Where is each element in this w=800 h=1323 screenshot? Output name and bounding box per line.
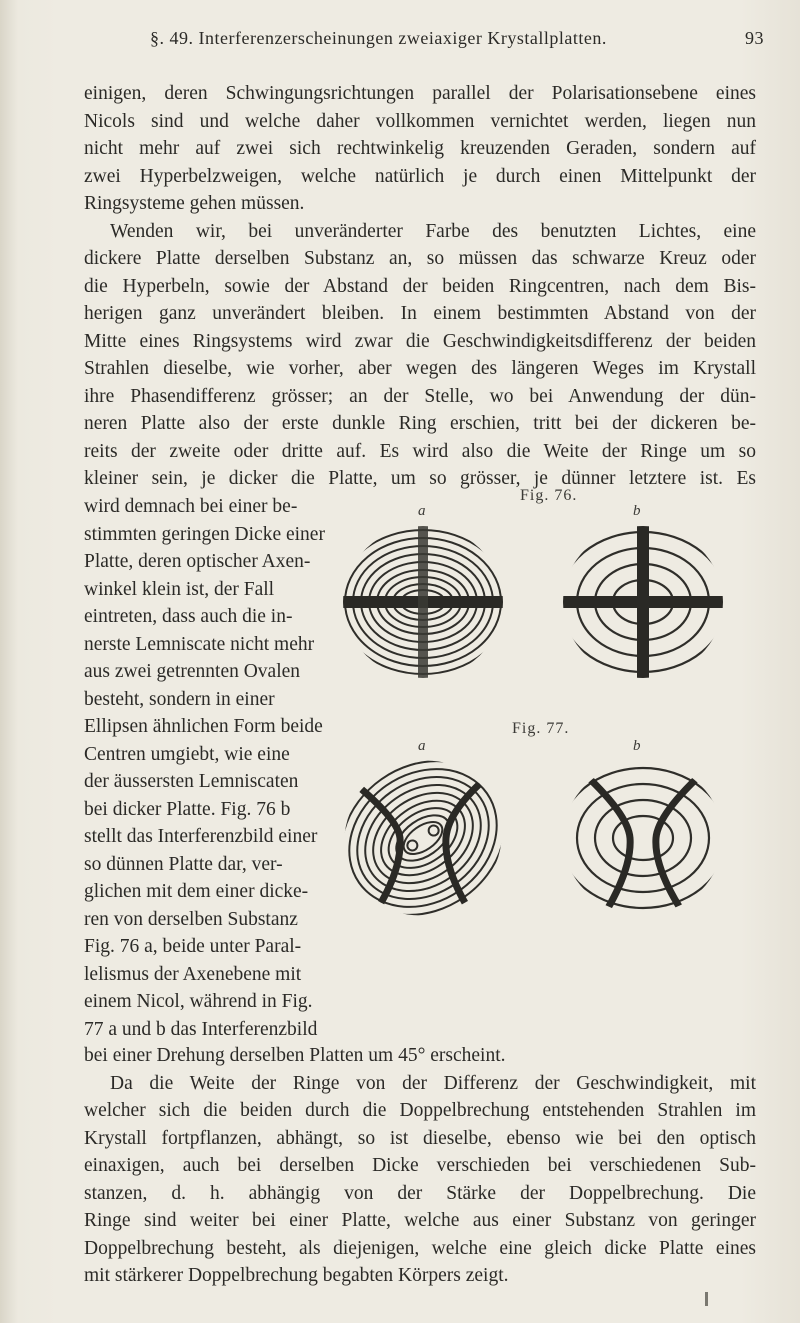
fig76b-interference-figure xyxy=(558,522,728,682)
text-line: 77 a und b das Interferenzbild xyxy=(84,1018,318,1040)
text-line: die Hyperbeln, sowie der Abstand der beiden Ringcentren, nach dem Bis- xyxy=(84,275,756,297)
text-line: der äussersten Lemniscaten xyxy=(84,771,299,792)
fig76a-interference-figure xyxy=(338,522,508,682)
top-text-block xyxy=(84,80,756,493)
text-line: lelismus der Axenebene mit xyxy=(84,963,302,985)
page-number: 93 xyxy=(745,28,764,48)
text-line: Centren umgiebt, wie eine xyxy=(84,743,290,765)
text-line: mit stärkerer Doppelbrechung begabten Körpers zeigt. xyxy=(84,1265,509,1286)
text-line: bei einer Drehung derselben Platten um 45° erscheint. xyxy=(84,1045,506,1066)
text-line: Ellipsen ähnlichen Form beide xyxy=(84,716,323,737)
text-line: Ringe sind weiter bei einer Platte, welche aus einer Substanz von geringer xyxy=(84,1210,756,1231)
text-line: Mitte eines Ringsystems wird zwar die Geschwindigkeitsdifferenz der beiden xyxy=(84,330,756,352)
text-line: Ringsysteme gehen müssen. xyxy=(84,193,305,214)
fig77a-interference-figure xyxy=(338,758,508,918)
text-line: so dünnen Platte dar, ver- xyxy=(84,853,283,875)
text-line: Platte, deren optischer Axen- xyxy=(84,551,311,572)
text-line: welcher sich die beiden durch die Doppelbrechung entstehenden Strahlen im xyxy=(84,1100,756,1121)
text-line: reits der zweite oder dritte auf. Es wird also die Weite der Ringe um so xyxy=(84,440,756,462)
text-line: Doppelbrechung besteht, als diejenigen, welche eine gleich dicke Platte eines xyxy=(84,1237,756,1259)
text-line: stellt das Interferenzbild einer xyxy=(84,826,318,847)
text-line: ihre Phasendifferenz grösser; an der Stelle, wo bei Anwendung der dün- xyxy=(84,385,756,407)
text-line: nerste Lemniscate nicht mehr xyxy=(84,633,315,655)
fig77b-interference-figure xyxy=(558,758,728,918)
text-line: Krystall fortpflanzen, abhängt, so ist dieselbe, ebenso wie bei den optisch xyxy=(84,1127,756,1149)
text-line: glichen mit dem einer dicke- xyxy=(84,881,309,902)
text-line: besteht, sondern in einer xyxy=(84,688,275,710)
text-line: Wenden wir, bei unveränderter Farbe des benutzten Lichtes, eine xyxy=(110,220,756,242)
fig77-label-a: a xyxy=(418,738,426,754)
section-title: §. 49. Interferenzerscheinungen zweiaxiger Krystallplatten. xyxy=(150,28,607,48)
text-line: aus zwei getrennten Ovalen xyxy=(84,661,301,682)
text-line: stanzen, d. h. abhängig von der Stärke der Doppelbrechung. Die xyxy=(84,1182,756,1204)
text-line: bei dicker Platte. Fig. 76 b xyxy=(84,798,291,820)
text-line: herigen ganz unverändert bleiben. In einem bestimmten Abstand von der xyxy=(84,303,756,324)
text-line: einem Nicol, während in Fig. xyxy=(84,991,313,1012)
text-line: neren Platte also der erste dunkle Ring erschien, tritt bei der dickeren be- xyxy=(84,413,756,434)
text-line: Nicols sind und welche daher vollkommen vernichtet werden, liegen nun xyxy=(84,110,756,132)
text-line: nicht mehr auf zwei sich rechtwinkelig kreuzenden Geraden, sondern auf xyxy=(84,138,756,159)
text-line: einaxigen, auch bei derselben Dicke verschieden bei verschiedenen Sub- xyxy=(84,1155,756,1176)
text-line: einigen, deren Schwingungsrichtungen parallel der Polarisationsebene eines xyxy=(84,83,756,104)
narrow-text-column xyxy=(84,493,325,1043)
text-line: Strahlen dieselbe, wie vorher, aber wegen des längeren Weges im Krystall xyxy=(84,358,756,379)
text-line: wird demnach bei einer be- xyxy=(84,496,298,517)
fig76-label-b: b xyxy=(633,503,641,519)
text-line: dickere Platte derselben Substanz an, so müssen das schwarze Kreuz oder xyxy=(84,248,756,269)
text-line: zwei Hyperbelzweigen, welche natürlich je durch einen Mittelpunkt der xyxy=(84,165,756,187)
text-line: winkel klein ist, der Fall xyxy=(84,578,275,600)
fig77-label-b: b xyxy=(633,738,641,754)
fig76-caption: Fig. 76. xyxy=(520,487,578,504)
bottom-text-block xyxy=(84,1042,756,1290)
fig77-caption: Fig. 77. xyxy=(512,720,570,737)
text-line: eintreten, dass auch die in- xyxy=(84,606,293,627)
fig76-label-a: a xyxy=(418,503,426,519)
text-line: stimmten geringen Dicke einer xyxy=(84,523,325,545)
text-line: ren von derselben Substanz xyxy=(84,908,298,930)
text-line: Fig. 76 a, beide unter Paral- xyxy=(84,936,302,957)
text-line: Da die Weite der Ringe von der Differenz der Geschwindigkeit, mit xyxy=(110,1072,756,1094)
text-line: kleiner sein, je dicker die Platte, um so grösser, je dünner letztere ist. Es xyxy=(84,468,756,489)
printer-mark xyxy=(705,1292,708,1306)
